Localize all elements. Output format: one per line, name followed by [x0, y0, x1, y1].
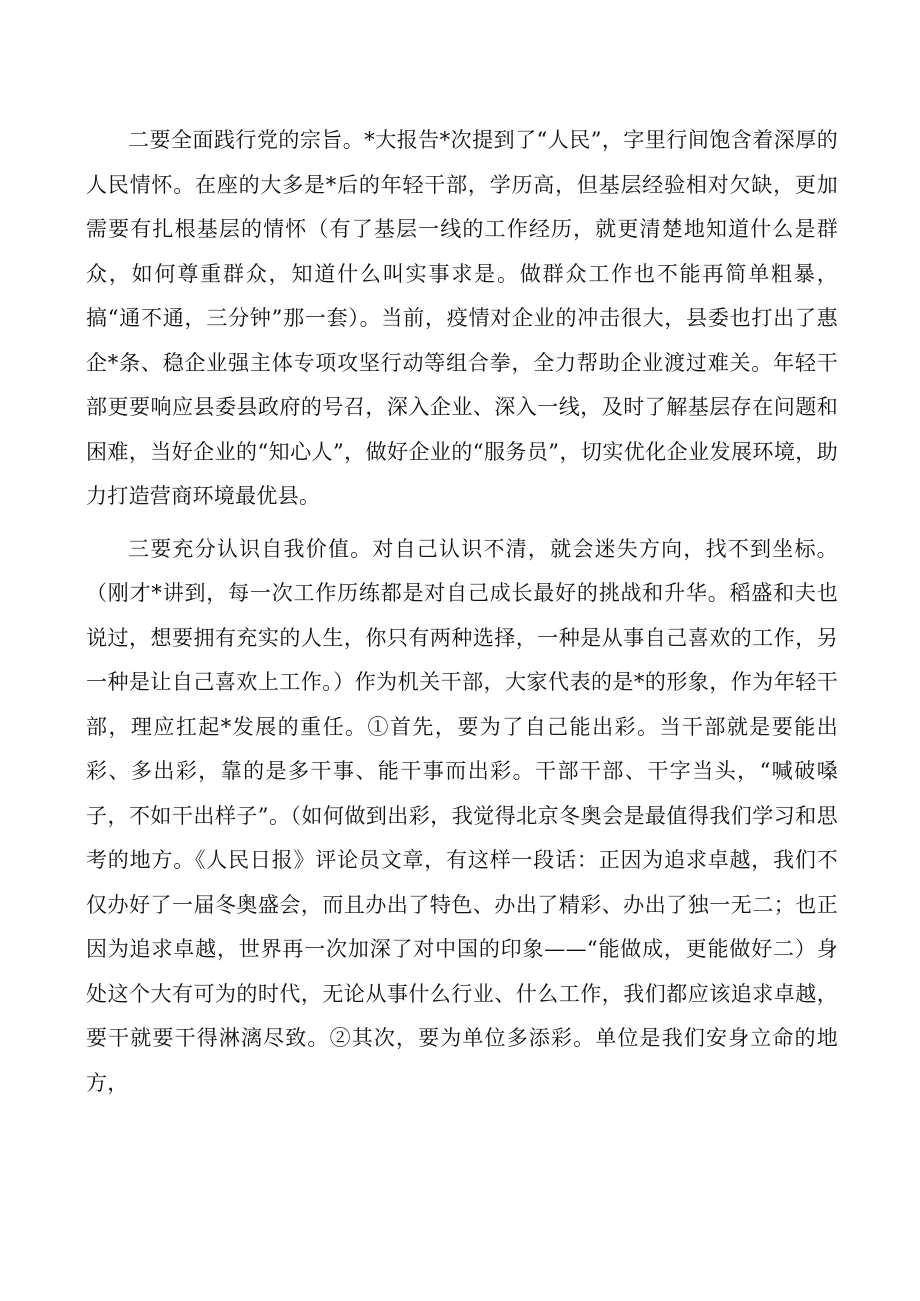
paragraph-party-purpose: 二要全面践行党的宗旨。*大报告*次提到了“人民”，字里行间饱含着深厚的人民情怀。在座的大多是*后的年轻干部，学历高，但基层经验相对欠缺，更加需要有扎根基层的情怀（有了基层一线的工作经历，就更清楚地知道什么是群众，如何尊重群众，知道什么叫实事求是。做群众工作也不能再简单粗暴，搞“通不通，三分钟”那一套）。当前，疫情对企业的冲击很大，县委也打出了惠企*条、稳企业强主体专项攻坚行动等组合拳，全力帮助企业渡过难关。年轻干部更要响应县委县政府的号召，深入企业、深入一线，及时了解基层存在问题和困难，当好企业的“知心人”，做好企业的“服务员”，切实优化企业发展环境，助力打造营商环境最优县。 — [86, 128, 838, 508]
paragraph-self-value: 三要充分认识自我价值。对自己认识不清，就会迷失方向，找不到坐标。（刚才*讲到，每一次工作历练都是对自己成长最好的挑战和升华。稻盛和夫也说过，想要拥有充实的人生，你只有两种选择，一种是从事自己喜欢的工作，另一种是让自己喜欢上工作。）作为机关干部，大家代表的是*的形象，作为年轻干部，理应扛起*发展的重任。①首先，要为了自己能出彩。当干部就是要能出彩、多出彩，靠的是多干事、能干事而出彩。干部干部、干字当头，“喊破嗓子，不如干出样子”。（如何做到出彩，我觉得北京冬奥会是最值得我们学习和思考的地方。《人民日报》评论员文章，有这样一段话：正因为追求卓越，我们不仅办好了一届冬奥盛会，而且办出了特色、办出了精彩、办出了独一无二；也正因为追求卓越，世界再一次加深了对中国的印象——“能做成，更能做好二）身处这个大有可为的时代，无论从事什么行业、什么工作，我们都应该追求卓越，要干就要干得淋漓尽致。②其次，要为单位多添彩。单位是我们安身立命的地方， — [86, 536, 838, 1095]
document-body — [86, 118, 838, 1105]
